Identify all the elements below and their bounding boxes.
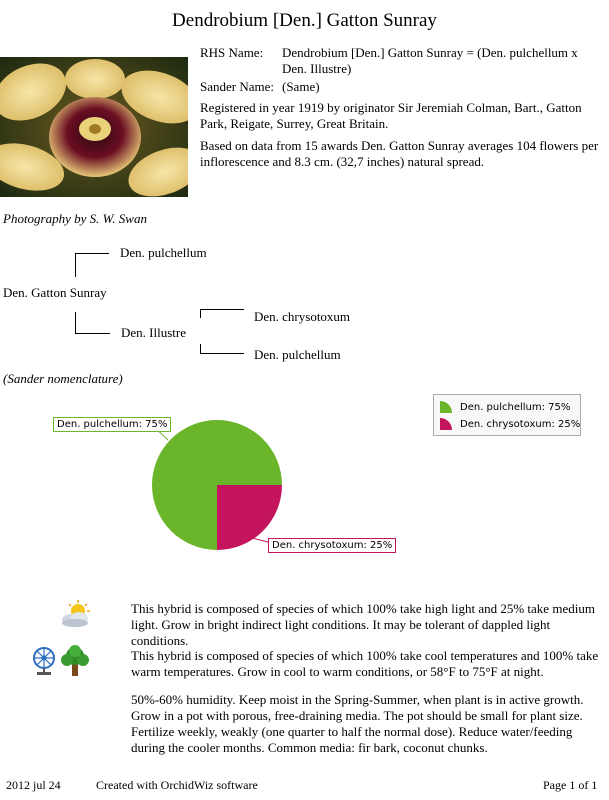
footer-date: 2012 jul 24 [6,778,61,792]
tree-line [75,333,110,334]
tree-grandparent-2: Den. pulchellum [254,347,341,362]
chart-legend [433,394,581,436]
tree-line [200,344,201,353]
fan-icon [31,646,57,676]
tree-line [75,253,109,254]
sander-name-value: (Same) [282,79,320,94]
sander-name-label: Sander Name: [200,79,275,94]
legend-item [438,417,580,431]
light-text: This hybrid is composed of species of which 100% take high light and 25% take medium light. Grow in bright indirect light conditions. It may be tolerant of dappled light conditions. [131,601,595,648]
tree-line [200,309,244,310]
pie-leader-line [252,538,268,542]
tree-grandparent-1: Den. chrysotoxum [254,309,351,324]
rhs-name-label: RHS Name: [200,45,264,60]
tree-line [75,253,76,277]
legend-label: Den. chrysotoxum: 25% [460,418,581,430]
tree-line [75,312,76,333]
footer-page: Page 1 of 1 [543,778,598,792]
tree-icon [59,645,91,677]
legend-item [438,400,570,414]
legend-label: Den. pulchellum: 75% [460,401,571,413]
page-title: Dendrobium [Den.] Gatton Sunray [172,10,437,31]
footer-software: Created with OrchidWiz software [96,778,258,792]
temperature-text: This hybrid is composed of species of which 100% take cool temperatures and 100% take warm temperatures. Grow in cool to warm conditions, or 58°F to 75°F at night. [131,648,599,679]
awards-text: Based on data from 15 awards Den. Gatton Sunray averages 104 flowers per inflorescence and 8.3 cm. (32,7 inches) natural spread. [200,138,599,169]
tree-parent-1: Den. pulchellum [120,245,207,260]
tree-line [200,353,244,354]
tree-line [200,309,201,318]
legend-swatch [438,417,456,431]
registration-text: Registered in year 1919 by originator Sir Jeremiah Colman, Bart., Gatton Park, Reigate, Surrey, Great Britain. [200,100,582,131]
rhs-name-value: Dendrobium [Den.] Gatton Sunray = (Den. pulchellum x Den. Illustre) [282,45,578,76]
tree-parent-2: Den. Illustre [121,325,186,340]
orchid-photo [0,57,188,197]
partly-sunny-icon [58,600,92,628]
water-text: 50%-60% humidity. Keep moist in the Spring-Summer, when plant is in active growth. Grow in a pot with porous, free-draining media. The pot should be small for plant size. Fertilize weekly, weakly (one quarter to half the normal dose). Reduce water/feeding during the cooler months. Common media: fir bark, coconut chunks. [131,692,584,755]
tree-root: Den. Gatton Sunray [3,285,107,300]
nomenclature-note: (Sander nomenclature) [3,371,123,386]
photo-credit: Photography by S. W. Swan [3,211,147,226]
legend-swatch [438,400,456,414]
pie-label-pulchellum: Den. pulchellum: 75% [53,417,171,432]
pie-label-chrysotoxum: Den. chrysotoxum: 25% [268,538,396,553]
